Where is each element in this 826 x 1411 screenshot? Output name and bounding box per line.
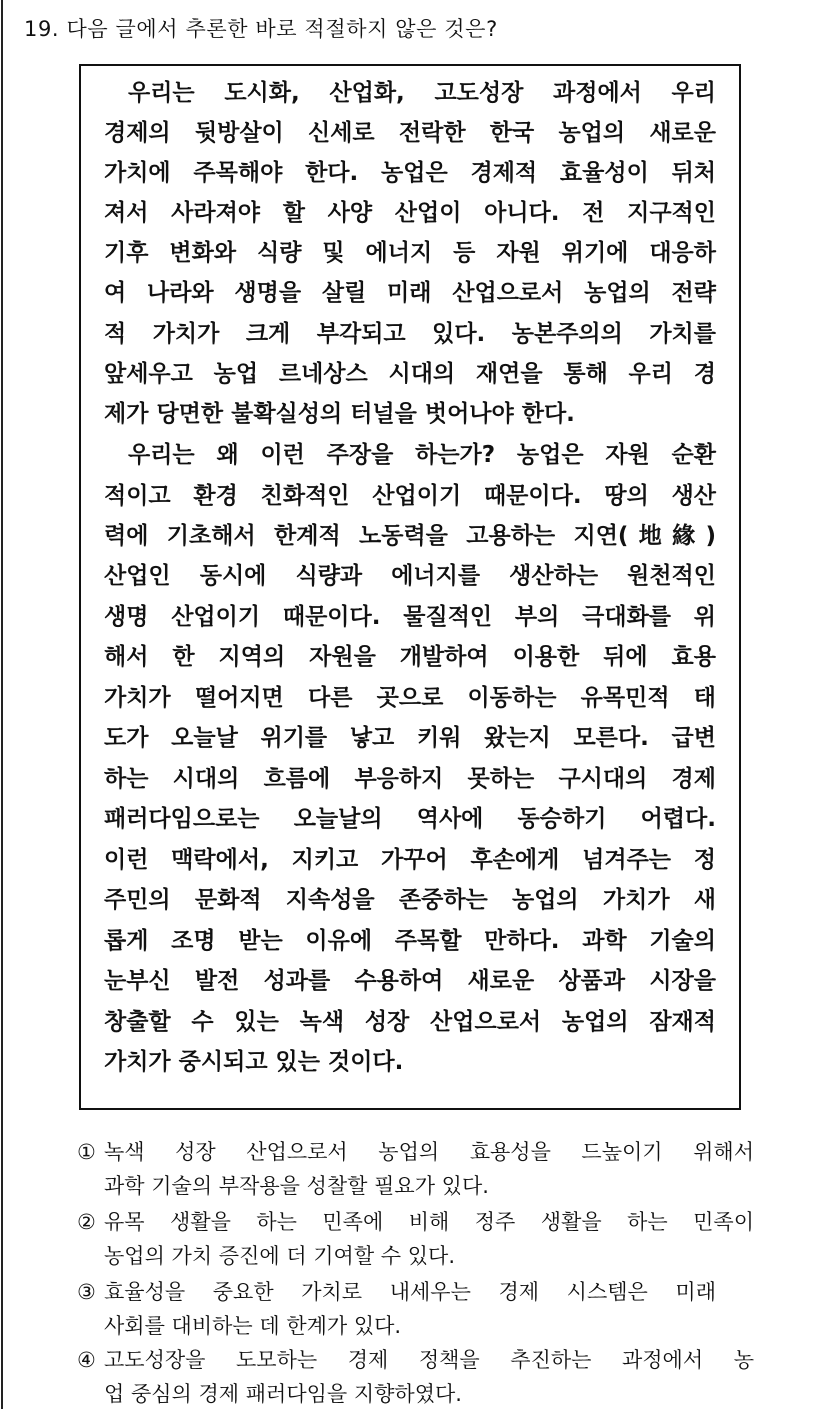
- choice-4[interactable]: [104, 1343, 754, 1411]
- choice-1-line-2: 과학 기술의 부작용을 성찰할 필요가 있다.: [104, 1174, 489, 1198]
- passage-line: 적이고 환경 친화적인 산업이기 때문이다. 땅의 생산: [104, 483, 716, 509]
- choice-2-line-2: 농업의 가치 증진에 더 기여할 수 있다.: [104, 1244, 456, 1268]
- passage-line: 롭게 조명 받는 이유에 주목할 만하다. 과학 기술의: [104, 928, 716, 954]
- passage-line: 가치가 떨어지면 다른 곳으로 이동하는 유목민적 태: [104, 685, 716, 711]
- passage-line: 경제의 뒷방살이 신세로 전락한 한국 농업의 새로운: [104, 120, 716, 146]
- passage-line: 앞세우고 농업 르네상스 시대의 재연을 통해 우리 경: [104, 361, 716, 387]
- page-left-border: [1, 0, 3, 1409]
- passage-line: 여 나라와 생명을 살릴 미래 산업으로서 농업의 전략: [104, 280, 716, 306]
- choice-2-line-1: 유목 생활을 하는 민족에 비해 정주 생활을 하는 민족이: [104, 1210, 754, 1234]
- passage-line: 눈부신 발전 성과를 수용하여 새로운 상품과 시장을: [104, 968, 716, 994]
- passage-line: 가치가 중시되고 있는 것이다.: [104, 1049, 404, 1075]
- choice-4-line-2: 업 중심의 경제 패러다임을 지향하였다.: [104, 1382, 462, 1406]
- choice-2[interactable]: [104, 1205, 754, 1273]
- passage-line: 하는 시대의 흐름에 부응하지 못하는 구시대의 경제: [104, 766, 716, 792]
- passage-line: 우리는 왜 이런 주장을 하는가? 농업은 자원 순환: [128, 442, 716, 468]
- question-title: 19. 다음 글에서 추론한 바로 적절하지 않은 것은?: [24, 17, 498, 41]
- choice-1-line-1: 녹색 성장 산업으로서 농업의 효용성을 드높이기 위해서: [104, 1140, 754, 1164]
- choice-number-2[interactable]: ②: [77, 1210, 96, 1234]
- passage-line: 주민의 문화적 지속성을 존중하는 농업의 가치가 새: [104, 887, 716, 913]
- choice-3-line-1: 효율성을 중요한 가치로 내세우는 경제 시스템은 미래: [104, 1280, 716, 1304]
- passage-line: 패러다임으로는 오늘날의 역사에 동승하기 어렵다.: [104, 806, 716, 832]
- choice-1[interactable]: [104, 1135, 754, 1203]
- passage-line: 이런 맥락에서, 지키고 가꾸어 후손에게 넘겨주는 정: [104, 847, 716, 873]
- passage-line: 우리는 도시화, 산업화, 고도성장 과정에서 우리: [128, 80, 716, 106]
- passage-line: 가치에 주목해야 한다. 농업은 경제적 효율성이 뒤처: [104, 160, 716, 186]
- passage-line: 산업인 동시에 식량과 에너지를 생산하는 원천적인: [104, 563, 716, 589]
- passage-line: 제가 당면한 불확실성의 터널을 벗어나야 한다.: [104, 401, 575, 427]
- passage-line: 기후 변화와 식량 및 에너지 등 자원 위기에 대응하: [104, 240, 716, 266]
- choice-number-3[interactable]: ③: [77, 1280, 96, 1304]
- passage-line: 해서 한 지역의 자원을 개발하여 이용한 뒤에 효용: [104, 644, 716, 670]
- choice-3-line-2: 사회를 대비하는 데 한계가 있다.: [104, 1314, 402, 1338]
- choice-4-line-1: 고도성장을 도모하는 경제 정책을 추진하는 과정에서 농: [104, 1348, 754, 1372]
- choice-number-4[interactable]: ④: [77, 1348, 96, 1372]
- passage-line: 력에 기초해서 한계적 노동력을 고용하는 지연(地緣): [104, 523, 716, 549]
- passage-line: 져서 사라져야 할 사양 산업이 아니다. 전 지구적인: [104, 200, 716, 226]
- choice-number-1[interactable]: ①: [77, 1140, 96, 1164]
- passage-line: 생명 산업이기 때문이다. 물질적인 부의 극대화를 위: [104, 604, 716, 630]
- passage-line: 창출할 수 있는 녹색 성장 산업으로서 농업의 잠재적: [104, 1009, 716, 1035]
- passage-line: 도가 오늘날 위기를 낳고 키워 왔는지 모른다. 급변: [104, 725, 716, 751]
- choice-3[interactable]: [104, 1275, 754, 1343]
- passage-box: [79, 64, 741, 1110]
- passage-line: 적 가치가 크게 부각되고 있다. 농본주의의 가치를: [104, 321, 716, 347]
